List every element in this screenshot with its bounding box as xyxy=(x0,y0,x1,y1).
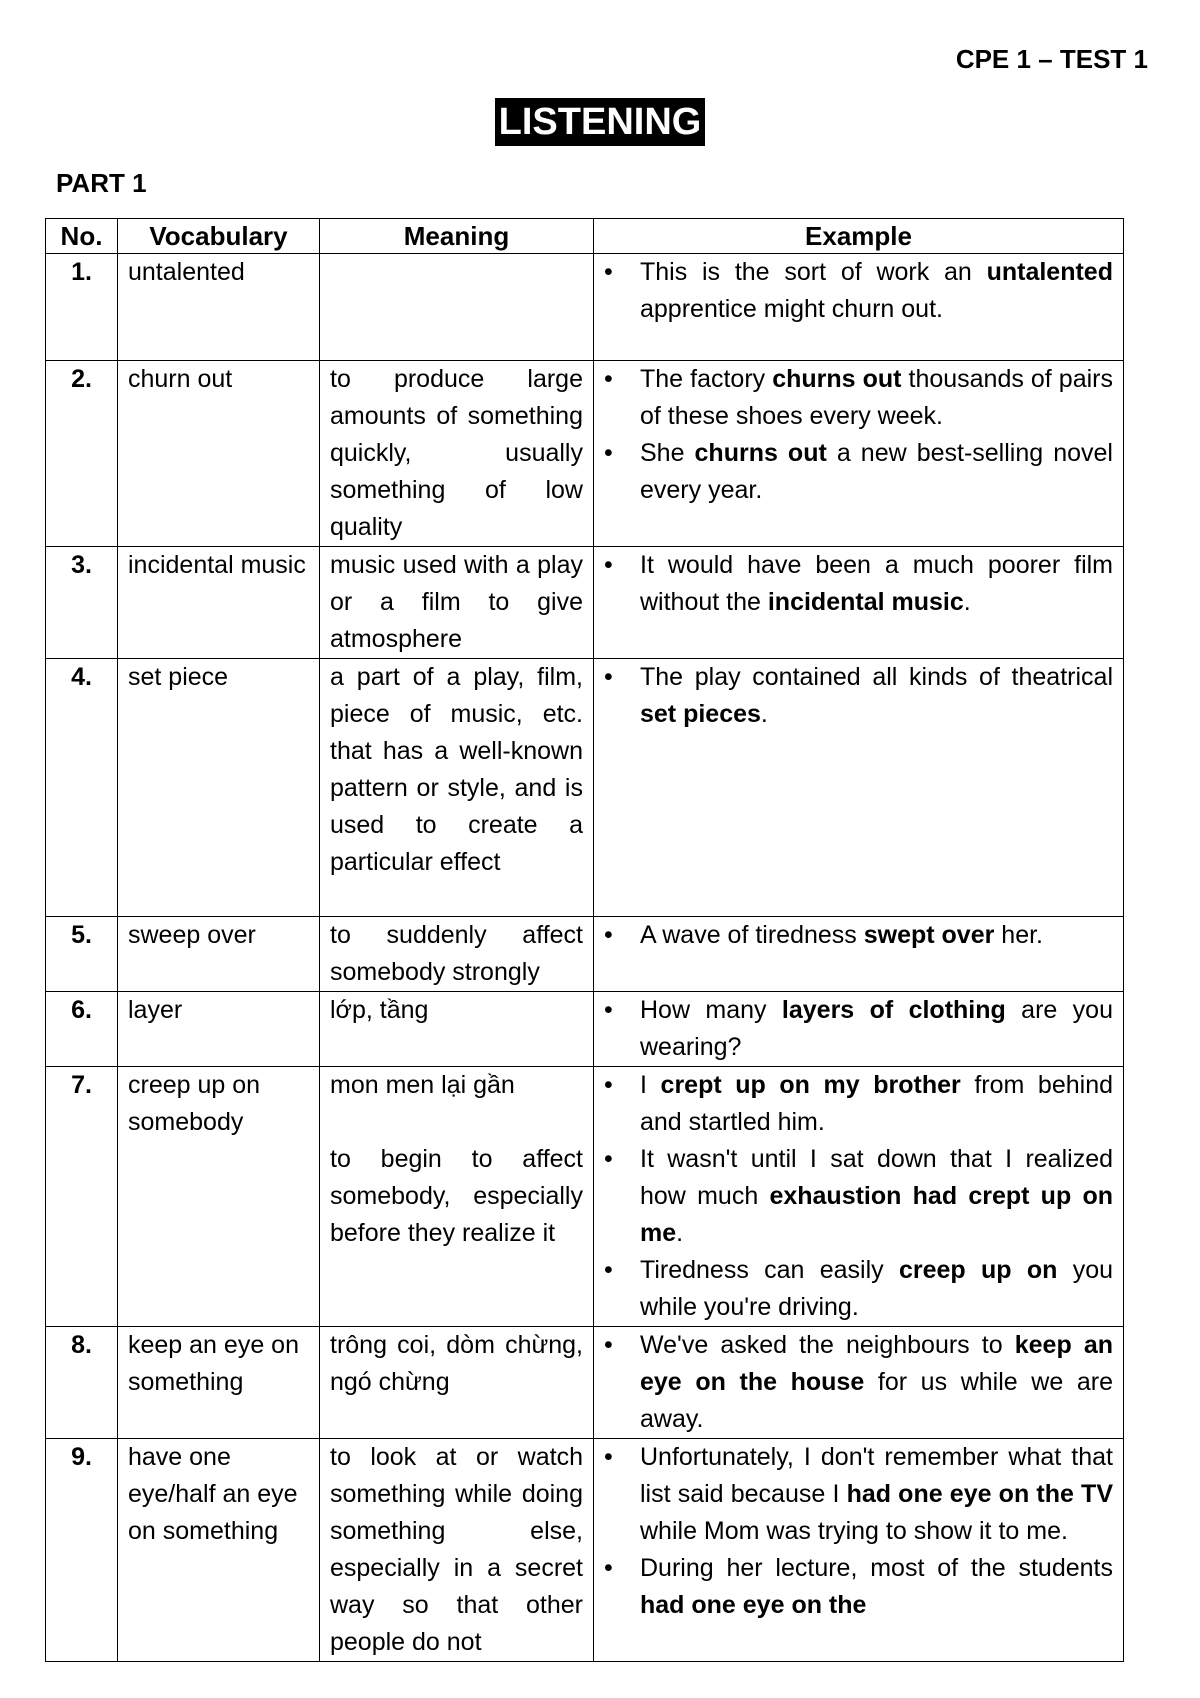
meaning-cell xyxy=(320,1327,594,1439)
table-row xyxy=(46,361,1124,547)
meaning-cell xyxy=(320,917,594,992)
table-row xyxy=(46,254,1124,361)
example-cell xyxy=(594,361,1124,547)
example-cell xyxy=(594,254,1124,361)
header-meaning: Meaning xyxy=(320,219,594,254)
example-item: • It would have been a much poorer film without the incidental music. xyxy=(604,547,1113,621)
row-number: 7. xyxy=(46,1067,118,1327)
meaning-cell xyxy=(320,659,594,917)
vocab-term: keep an eye on something xyxy=(118,1327,320,1439)
meaning-text: to begin to affect somebody, especially before they realize it xyxy=(330,1145,583,1247)
row-number: 9. xyxy=(46,1439,118,1662)
example-item: • During her lecture, most of the students had one eye on the xyxy=(604,1550,1113,1624)
table-row xyxy=(46,1327,1124,1439)
meaning-cell xyxy=(320,254,594,361)
row-number: 6. xyxy=(46,992,118,1067)
row-number: 8. xyxy=(46,1327,118,1439)
example-item: • I crept up on my brother from behind and startled him. xyxy=(604,1067,1113,1141)
table-row xyxy=(46,917,1124,992)
meaning-cell xyxy=(320,1067,594,1327)
example-item: • Tiredness can easily creep up on you while you're driving. xyxy=(604,1252,1113,1326)
table-row xyxy=(46,547,1124,659)
example-item: • How many layers of clothing are you wearing? xyxy=(604,992,1113,1066)
example-item: • The factory churns out thousands of pairs of these shoes every week. xyxy=(604,361,1113,435)
example-item: • Unfortunately, I don't remember what that list said because I had one eye on the TV while Mom was trying to show it to me. xyxy=(604,1439,1113,1550)
example-item: • It wasn't until I sat down that I realized how much exhaustion had crept up on me. xyxy=(604,1141,1113,1252)
meaning-text: lớp, tầng xyxy=(330,996,429,1024)
row-number: 3. xyxy=(46,547,118,659)
header-example: Example xyxy=(594,219,1124,254)
vocab-term: creep up on somebody xyxy=(118,1067,320,1327)
vocab-term: sweep over xyxy=(118,917,320,992)
meaning-text: trông coi, dòm chừng, ngó chừng xyxy=(330,1331,583,1396)
table-row xyxy=(46,1439,1124,1662)
example-item: • We've asked the neighbours to keep an eye on the house for us while we are away. xyxy=(604,1327,1113,1438)
vocab-term: untalented xyxy=(118,254,320,361)
vocab-term: layer xyxy=(118,992,320,1067)
page-title: LISTENING xyxy=(495,98,706,146)
example-cell xyxy=(594,659,1124,917)
example-cell xyxy=(594,917,1124,992)
vocabulary-table xyxy=(45,218,1124,1662)
row-number: 4. xyxy=(46,659,118,917)
example-item: • A wave of tiredness swept over her. xyxy=(604,917,1113,954)
meaning-text: mon men lại gần xyxy=(330,1071,515,1099)
meaning-cell xyxy=(320,1439,594,1662)
example-cell xyxy=(594,547,1124,659)
meaning-cell xyxy=(320,547,594,659)
row-number: 1. xyxy=(46,254,118,361)
table-row xyxy=(46,992,1124,1067)
meaning-cell xyxy=(320,992,594,1067)
meaning-text: music used with a play or a film to give atmosphere xyxy=(330,551,583,653)
example-item: • This is the sort of work an untalented apprentice might churn out. xyxy=(604,254,1113,328)
table-row xyxy=(46,1067,1124,1327)
header-vocabulary: Vocabulary xyxy=(118,219,320,254)
meaning-spacer xyxy=(330,1104,583,1141)
row-number: 2. xyxy=(46,361,118,547)
vocab-term: churn out xyxy=(118,361,320,547)
table-row xyxy=(46,659,1124,917)
row-number: 5. xyxy=(46,917,118,992)
vocab-term: set piece xyxy=(118,659,320,917)
example-cell xyxy=(594,1439,1124,1662)
example-cell xyxy=(594,1327,1124,1439)
meaning-text: a part of a play, film, piece of music, etc. that has a well-known pattern or style, and is used to create a particular effect xyxy=(330,663,583,876)
vocab-term: incidental music xyxy=(118,547,320,659)
table-header-row xyxy=(46,219,1124,254)
example-item: • She churns out a new best-selling novel every year. xyxy=(604,435,1113,509)
example-cell xyxy=(594,1067,1124,1327)
example-cell xyxy=(594,992,1124,1067)
meaning-text: to suddenly affect somebody strongly xyxy=(330,921,583,986)
meaning-text: to produce large amounts of something quickly, usually something of low quality xyxy=(330,365,583,541)
title-wrap xyxy=(0,98,1200,146)
header-no: No. xyxy=(46,219,118,254)
part-label: PART 1 xyxy=(56,168,147,198)
meaning-cell xyxy=(320,361,594,547)
vocab-term: have one eye/half an eye on something xyxy=(118,1439,320,1662)
test-label: CPE 1 – TEST 1 xyxy=(955,44,1148,74)
example-item: • The play contained all kinds of theatrical set pieces. xyxy=(604,659,1113,733)
meaning-text: to look at or watch something while doing something else, especially in a secret way so that other people do not xyxy=(330,1443,583,1656)
